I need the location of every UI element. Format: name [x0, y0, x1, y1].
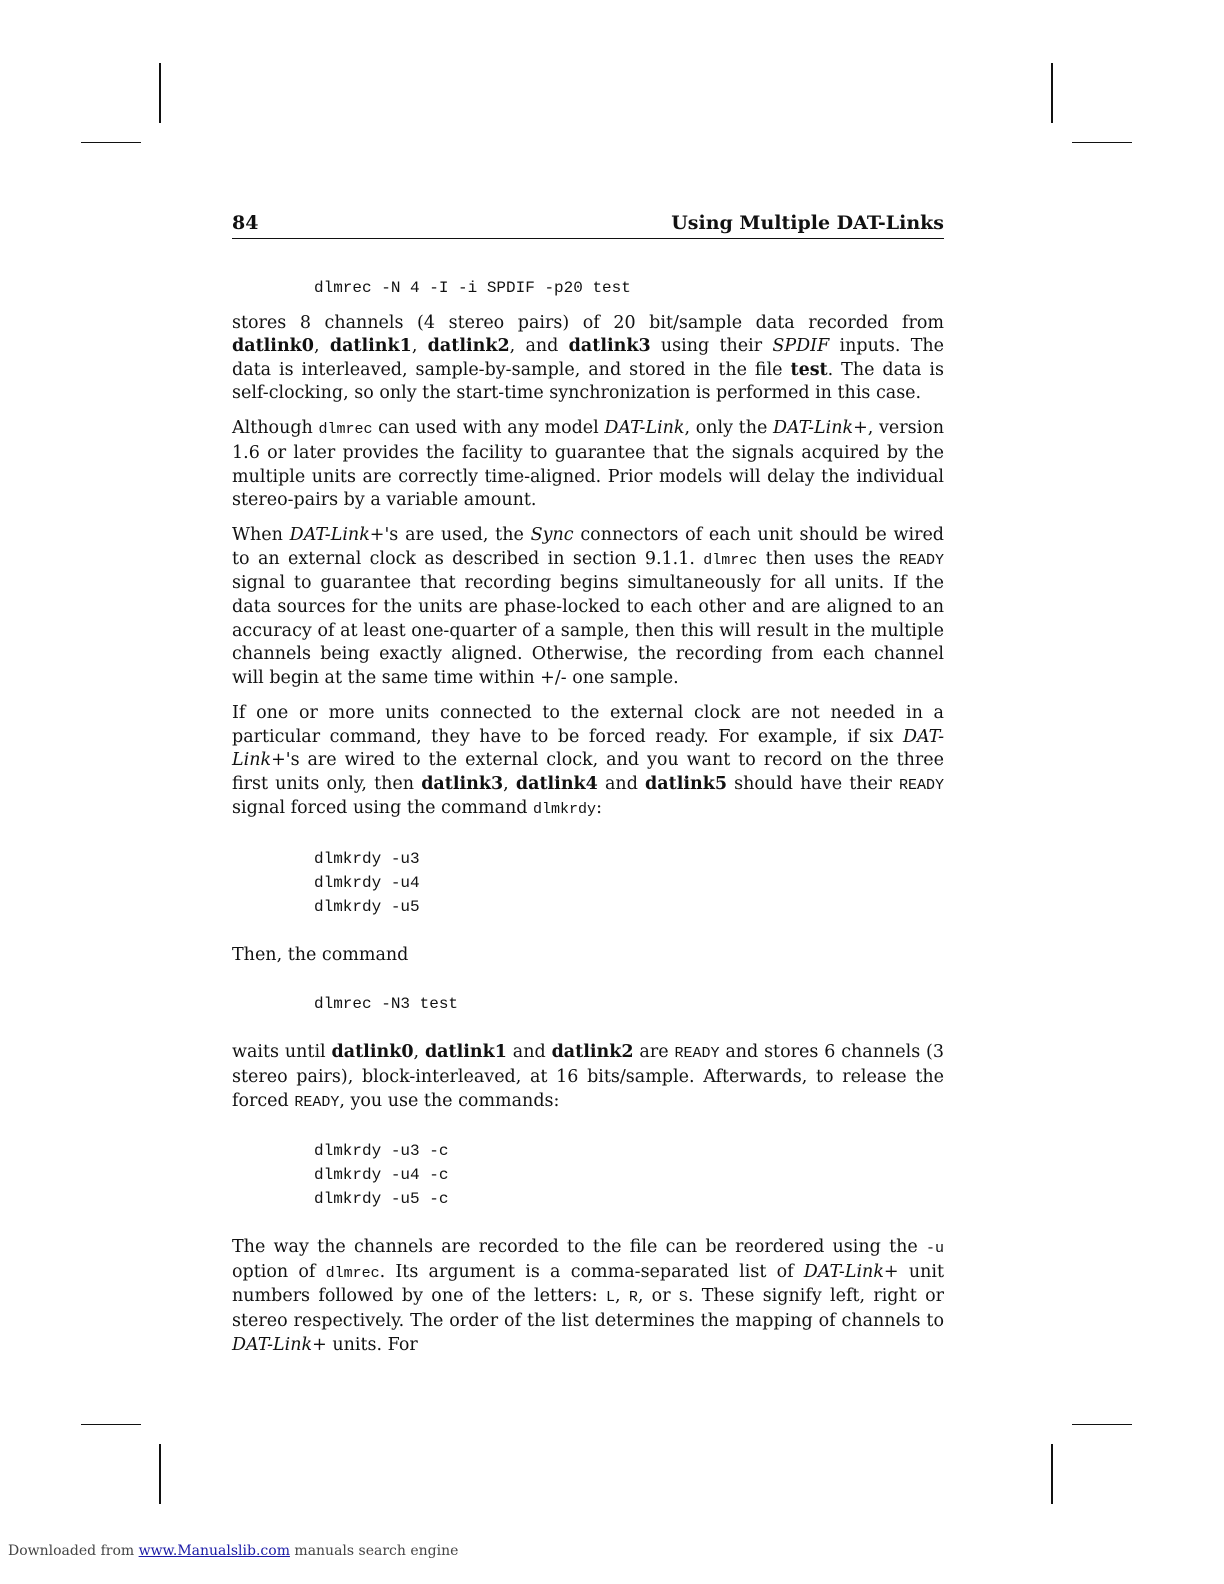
- crop-mark: [81, 1424, 141, 1425]
- chapter-title: Using Multiple DAT-Links: [671, 212, 944, 234]
- code-block: [314, 1139, 944, 1211]
- code-line: dlmkrdy -u4: [314, 873, 420, 892]
- code-block: [314, 847, 944, 919]
- footer-prefix: Downloaded from: [8, 1543, 139, 1559]
- code-line: dlmkrdy -u3 -c: [314, 1142, 449, 1161]
- page-body: [232, 276, 944, 1369]
- code-line: dlmkrdy -u5: [314, 897, 420, 916]
- paragraph: Although dlmrec can used with any model DAT-Link, only the DAT-Link+, version 1.6 or later provides the facility to guarantee that the signals acquired by the multiple units are correctly time-aligned. Prior models will delay the individual stereo-pairs by a variable amount.: [232, 418, 944, 511]
- footer-suffix: manuals search engine: [289, 1543, 459, 1559]
- manualslib-link[interactable]: www.Manualslib.com: [138, 1543, 290, 1559]
- download-footer: [8, 1543, 458, 1559]
- crop-mark: [159, 1444, 161, 1504]
- crop-mark: [1072, 1424, 1132, 1425]
- paragraph: waits until datlink0, datlink1 and datlink2 are READY and stores 6 channels (3 stereo pairs), block-interleaved, at 16 bits/sample. Afterwards, to release the forced READY, you use the commands:: [232, 1042, 944, 1111]
- code-block: [314, 992, 944, 1016]
- code-block: [314, 276, 944, 300]
- paragraph: If one or more units connected to the external clock are not needed in a particular command, they have to be forced ready. For example, if six DAT-Link+'s are wired to the external clock, and you want to record on the three first units only, then datlink3, datlink4 and datlink5 should have their READY signal forced using the command dlmkrdy:: [232, 702, 944, 819]
- crop-mark: [1051, 1444, 1053, 1504]
- code-line: dlmrec -N3 test: [314, 995, 459, 1014]
- crop-mark: [81, 142, 141, 143]
- paragraph: When DAT-Link+'s are used, the Sync connectors of each unit should be wired to an external clock as described in section 9.1.1. dlmrec then uses the READY signal to guarantee that recording begins simultaneously for all units. If the data sources for the units are phase-locked to each other and are aligned to an accuracy of at least one-quarter of a sample, then this will result in the multiple channels being exactly aligned. Otherwise, the recording from each channel will begin at the same time within +/- one sample.: [232, 525, 944, 688]
- code-line: dlmkrdy -u5 -c: [314, 1190, 449, 1209]
- crop-mark: [1051, 63, 1053, 123]
- code-line: dlmrec -N 4 -I -i SPDIF -p20 test: [314, 279, 631, 297]
- running-header: [232, 210, 944, 239]
- paragraph: The way the channels are recorded to the file can be reordered using the -u option of dlmrec. Its argument is a comma-separated list of DAT-Link+ unit numbers followed by one of the letters: L, R, or S. These signify left, right or stereo respectively. The order of the list determines the mapping of channels to DAT-Link+ units. For: [232, 1237, 944, 1355]
- paragraph: Then, the command: [232, 944, 409, 965]
- crop-mark: [1072, 142, 1132, 143]
- crop-mark: [159, 63, 161, 123]
- paragraph: stores 8 channels (4 stereo pairs) of 20 bit/sample data recorded from datlink0, datlink1, datlink2, and datlink3 using their SPDIF inputs. The data is interleaved, sample-by-sample, and stored in the file test. The data is self-clocking, so only the start-time synchronization is performed in this case.: [232, 312, 944, 404]
- code-line: dlmkrdy -u3: [314, 849, 420, 868]
- page-number: 84: [232, 212, 259, 234]
- code-line: dlmkrdy -u4 -c: [314, 1166, 449, 1185]
